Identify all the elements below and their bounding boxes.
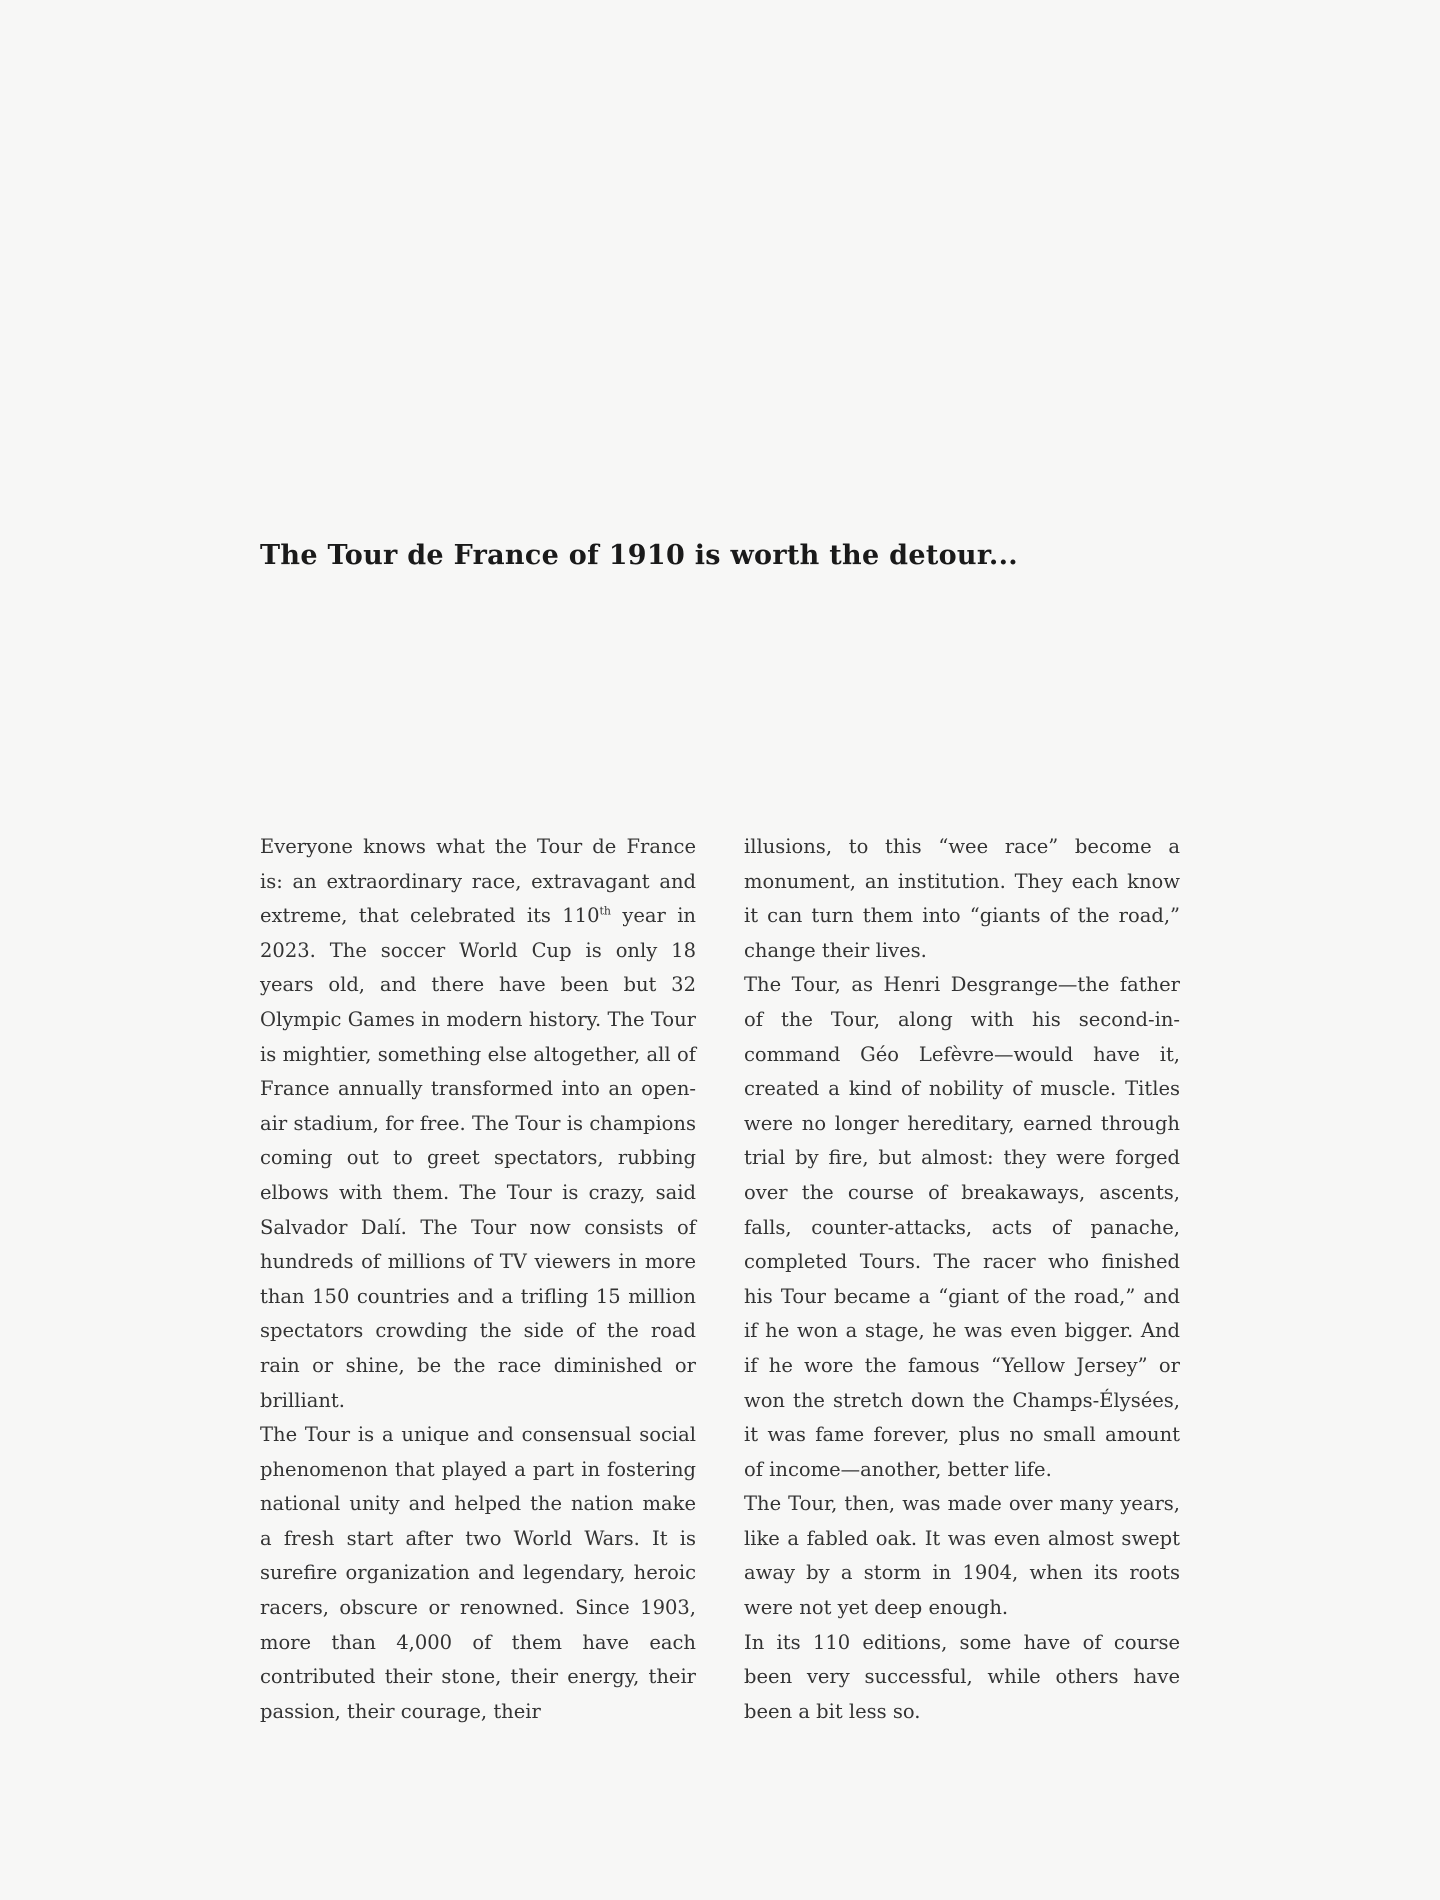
body-columns — [260, 830, 1180, 1729]
paragraph: In its 110 editions, some have of course been very successful, while others have been a bit less so. — [744, 1630, 1180, 1723]
right-column — [744, 830, 1180, 1729]
paragraph: illusions, to this “wee race” become a monument, an institution. They each know it can turn them into “giants of the road,” change their lives. — [744, 835, 1180, 962]
paragraph-text: year in 2023. The soccer World Cup is only 18 years old, and there have been but 32 Olympic Games in modern history. The Tour is mightier, something else altogether, all of France annually transformed into an open-air stadium, for free. The Tour is champions coming out to greet spectators, rubbing elbows with them. The Tour is crazy, said Salvador Dalí. The Tour now consists of hundreds of millions of TV viewers in more than 150 countries and a trifling 15 million spectators crowding the side of the road rain or shine, be the race diminished or brilliant. — [260, 904, 696, 1412]
paragraph — [260, 830, 696, 1418]
paragraph-text: Everyone knows what the Tour de France is: an extraordinary race, extravagant and extreme, that celebrated its 110 — [260, 835, 696, 928]
left-column — [260, 830, 696, 1729]
page-title: The Tour de France of 1910 is worth the detour... — [260, 540, 1018, 571]
paragraph: The Tour is a unique and consensual social phenomenon that played a part in fostering national unity and helped the nation make a fresh start after two World Wars. It is surefire organization and legendary, heroic racers, obscure or renowned. Since 1903, more than 4,000 of them have each contributed their stone, their energy, their passion, their courage, their — [260, 1423, 696, 1723]
paragraph: The Tour, as Henri Desgrange—the father of the Tour, along with his second-in-command Géo Lefèvre—would have it, created a kind of nobility of muscle. Titles were no longer hereditary, earned through trial by fire, but almost: they were forged over the course of breakaways, ascents, falls, counter-attacks, acts of panache, completed Tours. The racer who finished his Tour became a “giant of the road,” and if he won a stage, he was even bigger. And if he wore the famous “Yellow Jersey” or won the stretch down the Champs-Élysées, it was fame forever, plus no small amount of income—another, better life. — [744, 973, 1180, 1481]
ordinal-suffix: th — [599, 904, 612, 918]
paragraph: The Tour, then, was made over many years, like a fabled oak. It was even almost swept away by a storm in 1904, when its roots were not yet deep enough. — [744, 1492, 1180, 1620]
